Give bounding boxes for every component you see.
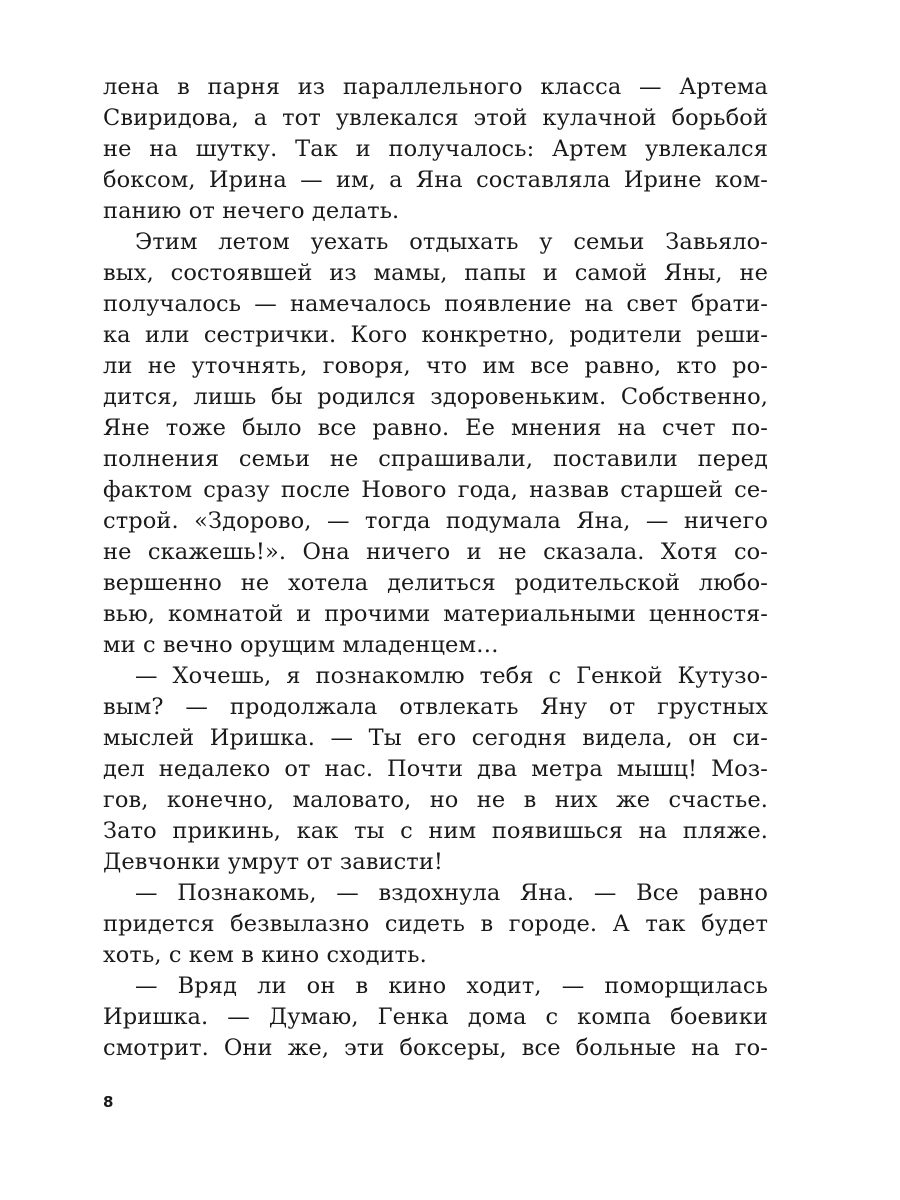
text-line: полнения семьи не спрашивали, поставили перед xyxy=(103,446,768,472)
text-line: строй. «Здорово, — тогда подумала Яна, — ничего xyxy=(103,508,768,534)
text-line: хоть, с кем в кино сходить. xyxy=(103,942,427,968)
text-line: вью, комнатой и прочими материальными ценностя- xyxy=(103,601,768,627)
text-line: придется безвылазно сидеть в городе. А так будет xyxy=(103,911,768,937)
text-line: дится, лишь бы родился здоровеньким. Собственно, xyxy=(103,384,768,410)
text-line: — Хочешь, я познакомлю тебя с Генкой Кутузо- xyxy=(135,663,768,689)
text-line: вых, состоявшей из мамы, папы и самой Яны, не xyxy=(103,260,768,286)
text-line: Девчонки умрут от зависти! xyxy=(103,849,444,875)
text-line: Иришка. — Думаю, Генка дома с компа боевики xyxy=(103,1004,768,1030)
text-line: ми с вечно орущим младенцем… xyxy=(103,632,499,658)
text-line: Зато прикинь, как ты с ним появишься на пляже. xyxy=(103,818,768,844)
text-line: Свиридова, а тот увлекался этой кулачной борьбой xyxy=(103,105,768,131)
text-line: ка или сестрички. Кого конкретно, родители реши- xyxy=(103,322,768,348)
text-line: мыслей Иришка. — Ты его сегодня видела, он си- xyxy=(103,725,768,751)
text-line: получалось — намечалось появление на свет брати- xyxy=(103,291,768,317)
text-line: лена в парня из параллельного класса — Артема xyxy=(103,74,768,100)
text-line: Этим летом уехать отдыхать у семьи Завьяло- xyxy=(135,229,768,255)
text-line: боксом, Ирина — им, а Яна составляла Ирине ком- xyxy=(103,167,768,193)
text-line: — Вряд ли он в кино ходит, — поморщилась xyxy=(135,973,768,999)
text-line: дел недалеко от нас. Почти два метра мышц! Моз- xyxy=(103,756,768,782)
text-line: панию от нечего делать. xyxy=(103,198,400,224)
text-line: гов, конечно, маловато, но не в них же счастье. xyxy=(103,787,768,813)
text-line: вым? — продолжала отвлекать Яну от грустных xyxy=(103,694,768,720)
text-line: не на шутку. Так и получалось: Артем увлекался xyxy=(103,136,768,162)
page-number: 8 xyxy=(103,1093,114,1111)
text-line: не скажешь!». Она ничего и не сказала. Хотя со- xyxy=(103,539,768,565)
text-line: — Познакомь, — вздохнула Яна. — Все равно xyxy=(135,880,768,906)
text-line: смотрит. Они же, эти боксеры, все больные на го- xyxy=(103,1035,768,1061)
text-line: фактом сразу после Нового года, назвав старшей се- xyxy=(103,477,768,503)
text-line: вершенно не хотела делиться родительской любо- xyxy=(103,570,768,596)
body-text xyxy=(103,72,768,1064)
text-line: Яне тоже было все равно. Ее мнения на счет по- xyxy=(103,415,768,441)
text-line: ли не уточнять, говоря, что им все равно, кто ро- xyxy=(103,353,768,379)
